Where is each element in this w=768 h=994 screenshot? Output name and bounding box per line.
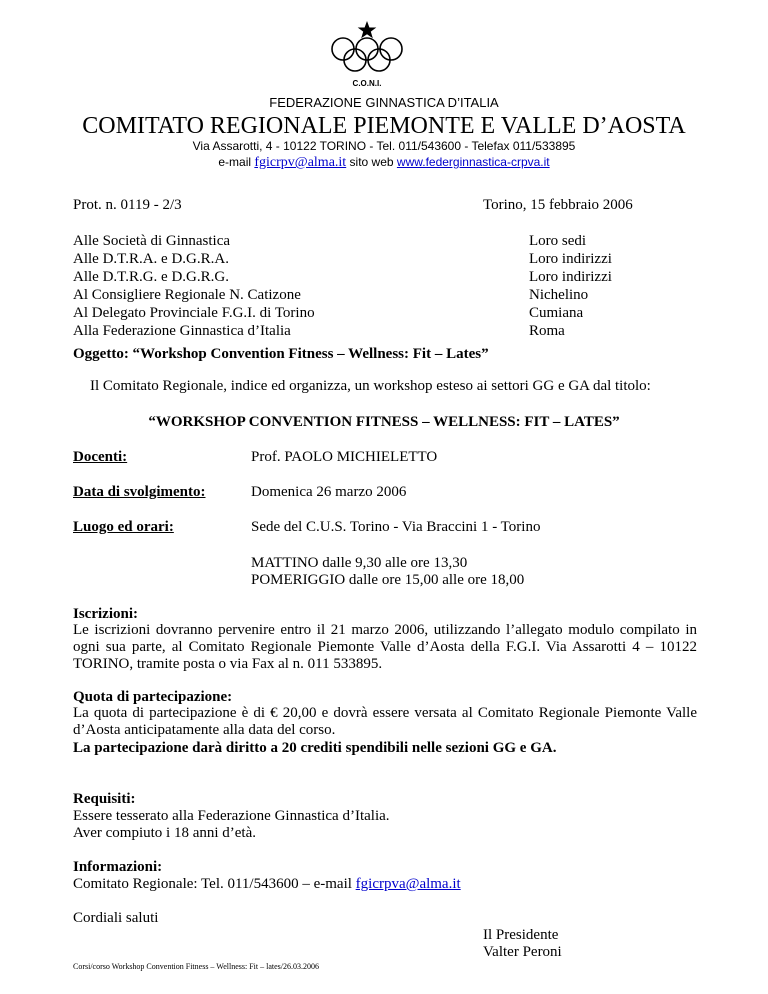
registration-text: Le iscrizioni dovranno pervenire entro il 21 marzo 2006, utilizzando l’allegato modulo compilato in ogni sua parte, al Comitato Regionale Piemonte Valle d’Aosta della F.G.I. Via Assarotti 4 – 10122 TORINO, tramite posta o via Fax al n. 011 533895. bbox=[73, 622, 697, 672]
recipient-name: Alla Federazione Ginnastica d’Italia bbox=[73, 323, 291, 339]
info-text: Comitato Regionale: Tel. 011/543600 – e-mail bbox=[73, 876, 352, 892]
contact-line bbox=[0, 154, 768, 171]
recipient-place: Loro indirizzi bbox=[529, 251, 612, 267]
recipient-names bbox=[73, 232, 315, 340]
fee-heading: Quota di partecipazione: bbox=[73, 689, 233, 705]
recipient-name: Alle D.T.R.A. e D.G.R.A. bbox=[73, 251, 229, 267]
fee-text: La quota di partecipazione è di € 20,00 e dovrà essere versata al Comitato Regionale Piemonte Valle d’Aosta anticipatamente alla data del corso. bbox=[73, 705, 697, 738]
place-value: Sede del C.U.S. Torino - Via Braccini 1 - Torino bbox=[251, 519, 541, 535]
registration-heading: Iscrizioni: bbox=[73, 606, 138, 622]
federation-name: FEDERAZIONE GINNASTICA D’ITALIA bbox=[269, 95, 499, 110]
date-label: Data di svolgimento: bbox=[73, 484, 206, 500]
site-prefix: sito web bbox=[349, 155, 394, 169]
olympic-rings-star-icon bbox=[324, 18, 410, 74]
website-link[interactable]: www.federginnastica-crpva.it bbox=[396, 155, 550, 169]
email-prefix: e-mail bbox=[218, 155, 252, 169]
footer-reference: Corsi/corso Workshop Convention Fitness – Wellness: Fit – lates/26.03.2006 bbox=[73, 962, 319, 971]
protocol-number: Prot. n. 0119 - 2/3 bbox=[73, 197, 182, 213]
coni-logo bbox=[324, 18, 410, 88]
recipient-place: Loro sedi bbox=[529, 233, 587, 249]
recipient-name: Al Consigliere Regionale N. Catizone bbox=[73, 287, 301, 303]
teachers-value: Prof. PAOLO MICHIELETTO bbox=[251, 449, 438, 465]
address-line: Via Assarotti, 4 - 10122 TORINO - Tel. 011/543600 - Telefax 011/533895 bbox=[192, 139, 576, 153]
recipient-place: Loro indirizzi bbox=[529, 269, 612, 285]
fee-credits: La partecipazione darà diritto a 20 crediti spendibili nelle sezioni GG e GA. bbox=[73, 740, 557, 756]
email-link[interactable]: fgicrpv@alma.it bbox=[254, 155, 347, 170]
date-value: Domenica 26 marzo 2006 bbox=[251, 484, 407, 500]
info-line bbox=[73, 875, 461, 893]
place-date: Torino, 15 febbraio 2006 bbox=[483, 197, 633, 213]
signature-name: Valter Peroni bbox=[483, 944, 562, 960]
recipient-place: Cumiana bbox=[529, 305, 584, 321]
closing-text: Cordiali saluti bbox=[73, 910, 159, 926]
info-email-link[interactable]: fgicrpva@alma.it bbox=[355, 876, 461, 892]
requirements-line: Essere tesserato alla Federazione Ginnastica d’Italia. bbox=[73, 808, 390, 824]
intro-text: Il Comitato Regionale, indice ed organizza, un workshop esteso ai settori GG e GA dal titolo: bbox=[90, 378, 651, 394]
committee-name: COMITATO REGIONALE PIEMONTE E VALLE D’AOSTA bbox=[82, 113, 686, 139]
recipient-places bbox=[529, 232, 612, 340]
teachers-label: Docenti: bbox=[73, 449, 128, 465]
recipient-name: Al Delegato Provinciale F.G.I. di Torino bbox=[73, 305, 315, 321]
requirements-line: Aver compiuto i 18 anni d’età. bbox=[73, 825, 257, 841]
place-label: Luogo ed orari: bbox=[73, 519, 174, 535]
recipient-place: Roma bbox=[529, 323, 565, 339]
recipient-name: Alle D.T.R.G. e D.G.R.G. bbox=[73, 269, 229, 285]
signature-title: Il Presidente bbox=[483, 927, 559, 943]
afternoon-hours: POMERIGGIO dalle ore 15,00 alle ore 18,00 bbox=[251, 572, 525, 588]
logo-caption: C.O.N.I. bbox=[352, 79, 382, 88]
requirements-heading: Requisiti: bbox=[73, 791, 136, 807]
morning-hours: MATTINO dalle 9,30 alle ore 13,30 bbox=[251, 555, 468, 571]
event-title: “WORKSHOP CONVENTION FITNESS – WELLNESS: FIT – LATES” bbox=[148, 414, 620, 430]
recipient-name: Alle Società di Ginnastica bbox=[73, 233, 231, 249]
subject-line: Oggetto: “Workshop Convention Fitness – Wellness: Fit – Lates” bbox=[73, 346, 489, 362]
recipient-place: Nichelino bbox=[529, 287, 589, 303]
info-heading: Informazioni: bbox=[73, 859, 163, 875]
